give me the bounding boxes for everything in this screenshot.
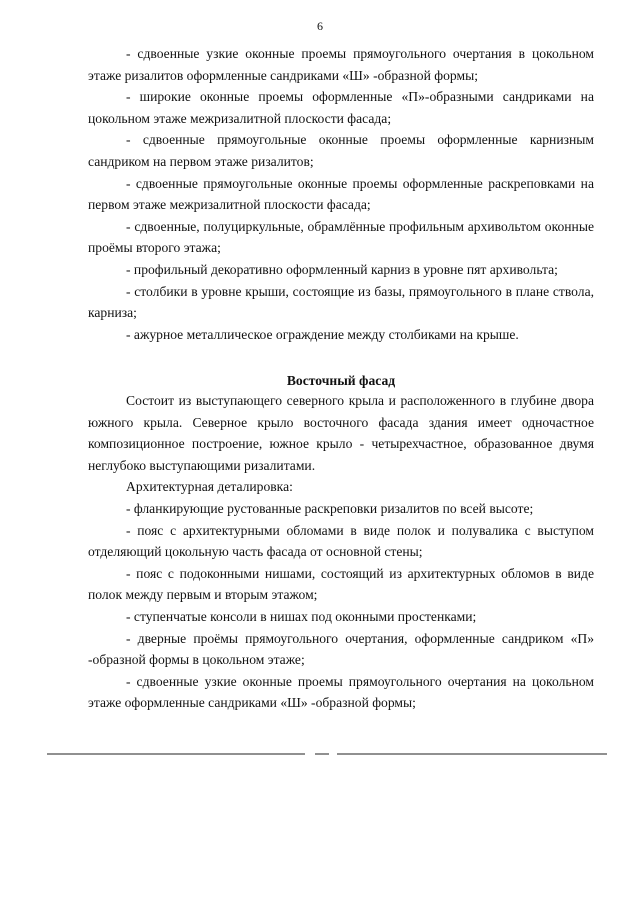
section-heading: Восточный фасад [286,373,396,388]
detail-item: - сдвоенные узкие оконные проемы прямоугольного очертания на цокольном этаже оформленные сандриками «Ш» -образной формы; [88,673,594,711]
detail-item: - сдвоенные прямоугольные оконные проемы оформленные карнизным сандриком на первом этаже ризалитов; [88,132,594,169]
detail-item: - сдвоенные прямоугольные оконные проемы оформленные раскреповками на первом этаже межризалитной плоскости фасада; [88,175,594,213]
detail-item: - ажурное металлическое ограждение между столбиками на крыше. [126,326,519,342]
detail-item: - ступенчатые консоли в нишах под оконными простенками; [126,608,477,624]
description-paragraph: Состоит из выступающего северного крыла и расположенного в глубине двора южного крыла. Северное крыло восточного фасада здания имеет одночастное композиционное построение, южное крыло - четырехчастное, образованное двумя неглубоко выступающими ризалитами. [88,393,594,473]
detail-item: - пояс с подоконными нишами, состоящий из архитектурных обломов в виде полок между первым и вторым этажом; [88,565,594,603]
detail-item: - столбики в уровне крыши, состоящие из базы, прямоугольного в плане ствола, карниза; [88,283,594,321]
detail-item: - сдвоенные узкие оконные проемы прямоугольного очертания в цокольном этаже ризалитов оформленные сандриками «Ш» -образной формы; [88,46,594,83]
page-number: 6 [317,19,323,33]
detail-item: - пояс с архитектурными обломами в виде полок и полувалика с выступом отделяющий цокольную часть фасада от основной стены; [88,522,594,560]
east-facade-text [88,390,594,714]
detail-item: - фланкирующие рустованные раскреповки ризалитов по всей высоте; [126,500,534,516]
facade-details-list [88,43,594,345]
detail-item: - дверные проёмы прямоугольного очертания, оформленные сандриком «П» -образной формы в цокольном этаже; [88,630,594,668]
detail-item: - сдвоенные, полуциркульные, обрамлённые профильным архивольтом оконные проёмы второго этажа; [88,218,594,256]
details-intro: Архитектурная деталировка: [126,479,293,495]
detail-item: - широкие оконные проемы оформленные «П»-образными сандриками на цокольном этаже межризалитной плоскости фасада; [88,89,594,126]
footer-rule [47,752,607,756]
detail-item: - профильный декоративно оформленный карниз в уровне пят архивольта; [126,261,558,277]
